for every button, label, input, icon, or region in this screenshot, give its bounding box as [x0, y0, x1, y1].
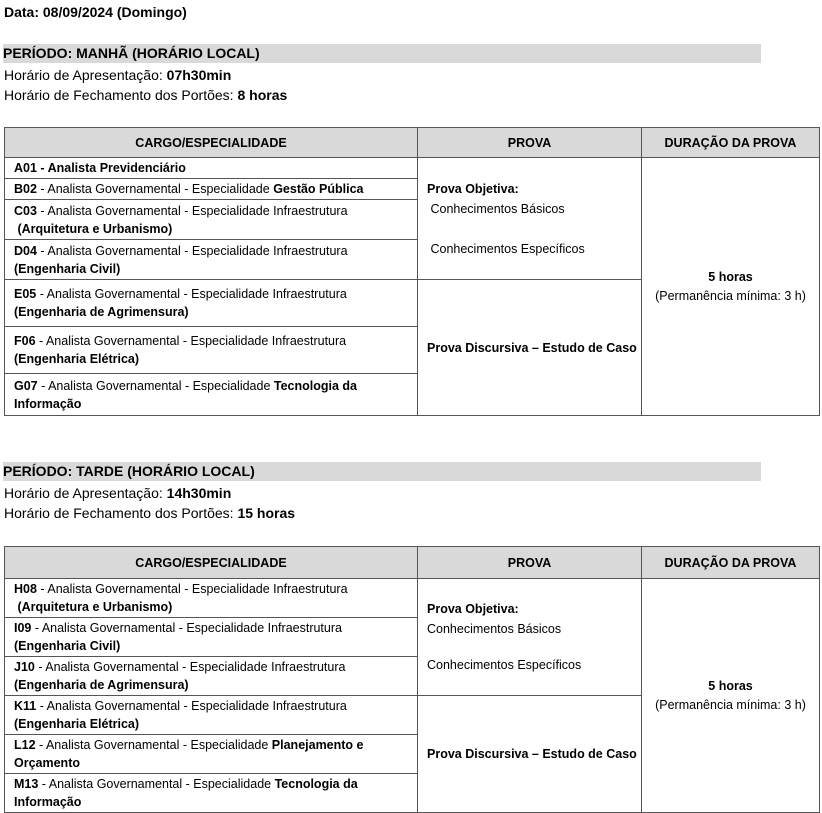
- cargo-line2: (Engenharia Elétrica): [14, 352, 140, 366]
- header-prova: PROVA: [418, 547, 642, 579]
- presentation-value: 07h30min: [166, 67, 232, 83]
- cargo-sep: -: [34, 660, 46, 674]
- presentation-label: Horário de Apresentação:: [4, 67, 167, 83]
- cargo-desc: Analista Governamental - Especialidade Infraestrutura: [45, 660, 346, 674]
- prova-objetiva-cell: [418, 158, 642, 280]
- header-prova: PROVA: [418, 128, 642, 158]
- period-title-morning: PERÍODO: MANHÃ (HORÁRIO LOCAL): [3, 44, 761, 63]
- cargo-desc: Analista Governamental - Especialidade Infraestrutura: [47, 243, 348, 258]
- cargo-line2: (Engenharia de Agrimensura): [14, 678, 189, 692]
- cargo-bold-desc: Tecnologia da: [273, 378, 358, 393]
- cargo-code: E05: [14, 287, 37, 301]
- cargo-cell: [5, 374, 418, 416]
- presentation-time-afternoon: [4, 484, 231, 502]
- table-header-row: [5, 128, 820, 158]
- prova-objetiva-especificos: Conhecimentos Específicos: [427, 241, 585, 256]
- cargo-cell: [5, 579, 418, 618]
- cargo-cell: [5, 158, 418, 179]
- date-label: Data: 08/09/2024 (Domingo): [4, 4, 187, 20]
- cargo-line2: (Engenharia Civil): [14, 639, 121, 653]
- cargo-cell: [5, 696, 418, 735]
- cargo-sep: -: [36, 161, 48, 175]
- cargo-cell: [5, 735, 418, 774]
- prova-objetiva-basicos: Conhecimentos Básicos: [427, 622, 562, 636]
- cargo-code: I09: [14, 621, 32, 635]
- gate-closing-time-morning: [4, 86, 287, 104]
- cargo-sep: -: [37, 378, 49, 393]
- cargo-cell: [5, 280, 418, 327]
- cargo-line2: (Engenharia Elétrica): [14, 717, 140, 731]
- prova-discursiva-cell: Prova Discursiva – Estudo de Caso: [418, 280, 642, 416]
- prova-objetiva-title: Prova Objetiva:: [427, 602, 519, 616]
- cargo-sep: -: [36, 582, 48, 596]
- cargo-code: J10: [14, 660, 35, 674]
- cargo-desc: Analista Governamental - Especialidade: [48, 378, 274, 393]
- gate-closing-label: Horário de Fechamento dos Portões:: [4, 505, 238, 521]
- schedule-table-afternoon: [4, 546, 820, 813]
- cargo-desc: Analista Governamental - Especialidade Infraestrutura: [46, 287, 347, 301]
- prova-discursiva-cell: Prova Discursiva – Estudo de Caso: [418, 696, 642, 813]
- duracao-cell: [642, 158, 820, 416]
- cargo-sep: -: [31, 621, 42, 635]
- cargo-bold-desc: Tecnologia da: [274, 777, 358, 791]
- cargo-code: B02: [14, 182, 37, 196]
- duracao-sub: (Permanência mínima: 3 h): [655, 288, 806, 303]
- table-header-row: [5, 547, 820, 579]
- cargo-code: M13: [14, 777, 39, 791]
- table-row: [5, 579, 820, 618]
- schedule-table-morning: [4, 127, 820, 416]
- cargo-code: G07: [14, 378, 38, 393]
- cargo-desc: Analista Governamental - Especialidade Infraestrutura: [41, 621, 342, 635]
- presentation-time-morning: [4, 66, 231, 84]
- cargo-code: H08: [14, 582, 37, 596]
- duracao-cell: [642, 579, 820, 813]
- cargo-desc: Analista Governamental - Especialidade: [45, 738, 272, 752]
- duracao-sub: (Permanência mínima: 3 h): [655, 697, 806, 712]
- header-cargo: CARGO/ESPECIALIDADE: [5, 547, 418, 579]
- cargo-line2: Orçamento: [14, 756, 80, 770]
- cargo-code: D04: [14, 243, 37, 258]
- cargo-cell: [5, 327, 418, 374]
- cargo-sep: -: [36, 287, 47, 301]
- period-title-afternoon: PERÍODO: TARDE (HORÁRIO LOCAL): [3, 462, 761, 481]
- cargo-line2: (Engenharia de Agrimensura): [14, 305, 189, 319]
- cargo-sep: -: [36, 203, 48, 218]
- header-duracao: DURAÇÃO DA PROVA: [642, 547, 820, 579]
- gate-closing-time-afternoon: [4, 504, 295, 522]
- cargo-code: C03: [14, 203, 37, 218]
- prova-objetiva-cell: [418, 579, 642, 696]
- prova-objetiva-especificos: Conhecimentos Específicos: [427, 658, 582, 672]
- cargo-desc: Analista Governamental - Especialidade Infraestrutura: [47, 582, 348, 596]
- gate-closing-value: 15 horas: [237, 505, 296, 521]
- cargo-line2: (Arquitetura e Urbanismo): [14, 600, 173, 614]
- cargo-sep: -: [36, 699, 47, 713]
- cargo-bold-desc: Gestão Pública: [273, 182, 364, 196]
- cargo-sep: -: [35, 738, 46, 752]
- cargo-cell: [5, 240, 418, 280]
- cargo-desc: Analista Governamental - Especialidade Infraestrutura: [45, 334, 347, 348]
- cargo-line2: Informação: [14, 396, 82, 411]
- cargo-code: K11: [14, 699, 37, 713]
- prova-objetiva-basicos: Conhecimentos Básicos: [427, 201, 565, 216]
- table-row: [5, 158, 820, 179]
- cargo-cell: [5, 618, 418, 657]
- prova-objetiva-title: Prova Objetiva:: [427, 181, 519, 196]
- duracao-main: 5 horas: [708, 678, 753, 693]
- cargo-desc: Analista Governamental - Especialidade Infraestrutura: [47, 203, 348, 218]
- header-duracao: DURAÇÃO DA PROVA: [642, 128, 820, 158]
- cargo-line2: Informação: [14, 795, 82, 809]
- cargo-code: F06: [14, 334, 36, 348]
- cargo-desc: Analista Governamental - Especialidade: [48, 777, 275, 791]
- cargo-cell: [5, 200, 418, 240]
- cargo-sep: -: [36, 243, 48, 258]
- presentation-value: 14h30min: [166, 485, 232, 501]
- cargo-line2: (Engenharia Civil): [14, 261, 121, 276]
- presentation-label: Horário de Apresentação:: [4, 485, 167, 501]
- cargo-cell: [5, 657, 418, 696]
- duracao-main: 5 horas: [708, 269, 753, 284]
- cargo-sep: -: [38, 777, 49, 791]
- cargo-sep: -: [35, 334, 46, 348]
- cargo-cell: [5, 179, 418, 200]
- gate-closing-value: 8 horas: [237, 87, 288, 103]
- cargo-line2: (Arquitetura e Urbanismo): [14, 221, 173, 236]
- gate-closing-label: Horário de Fechamento dos Portões:: [4, 87, 238, 103]
- cargo-desc: Analista Governamental - Especialidade: [47, 182, 274, 196]
- cargo-desc: Analista Governamental - Especialidade Infraestrutura: [46, 699, 347, 713]
- cargo-code: A01: [14, 161, 37, 175]
- cargo-bold-desc: Analista Previdenciário: [47, 161, 186, 175]
- header-cargo: CARGO/ESPECIALIDADE: [5, 128, 418, 158]
- cargo-bold-desc: Planejamento e: [271, 738, 364, 752]
- cargo-sep: -: [36, 182, 48, 196]
- cargo-code: L12: [14, 738, 36, 752]
